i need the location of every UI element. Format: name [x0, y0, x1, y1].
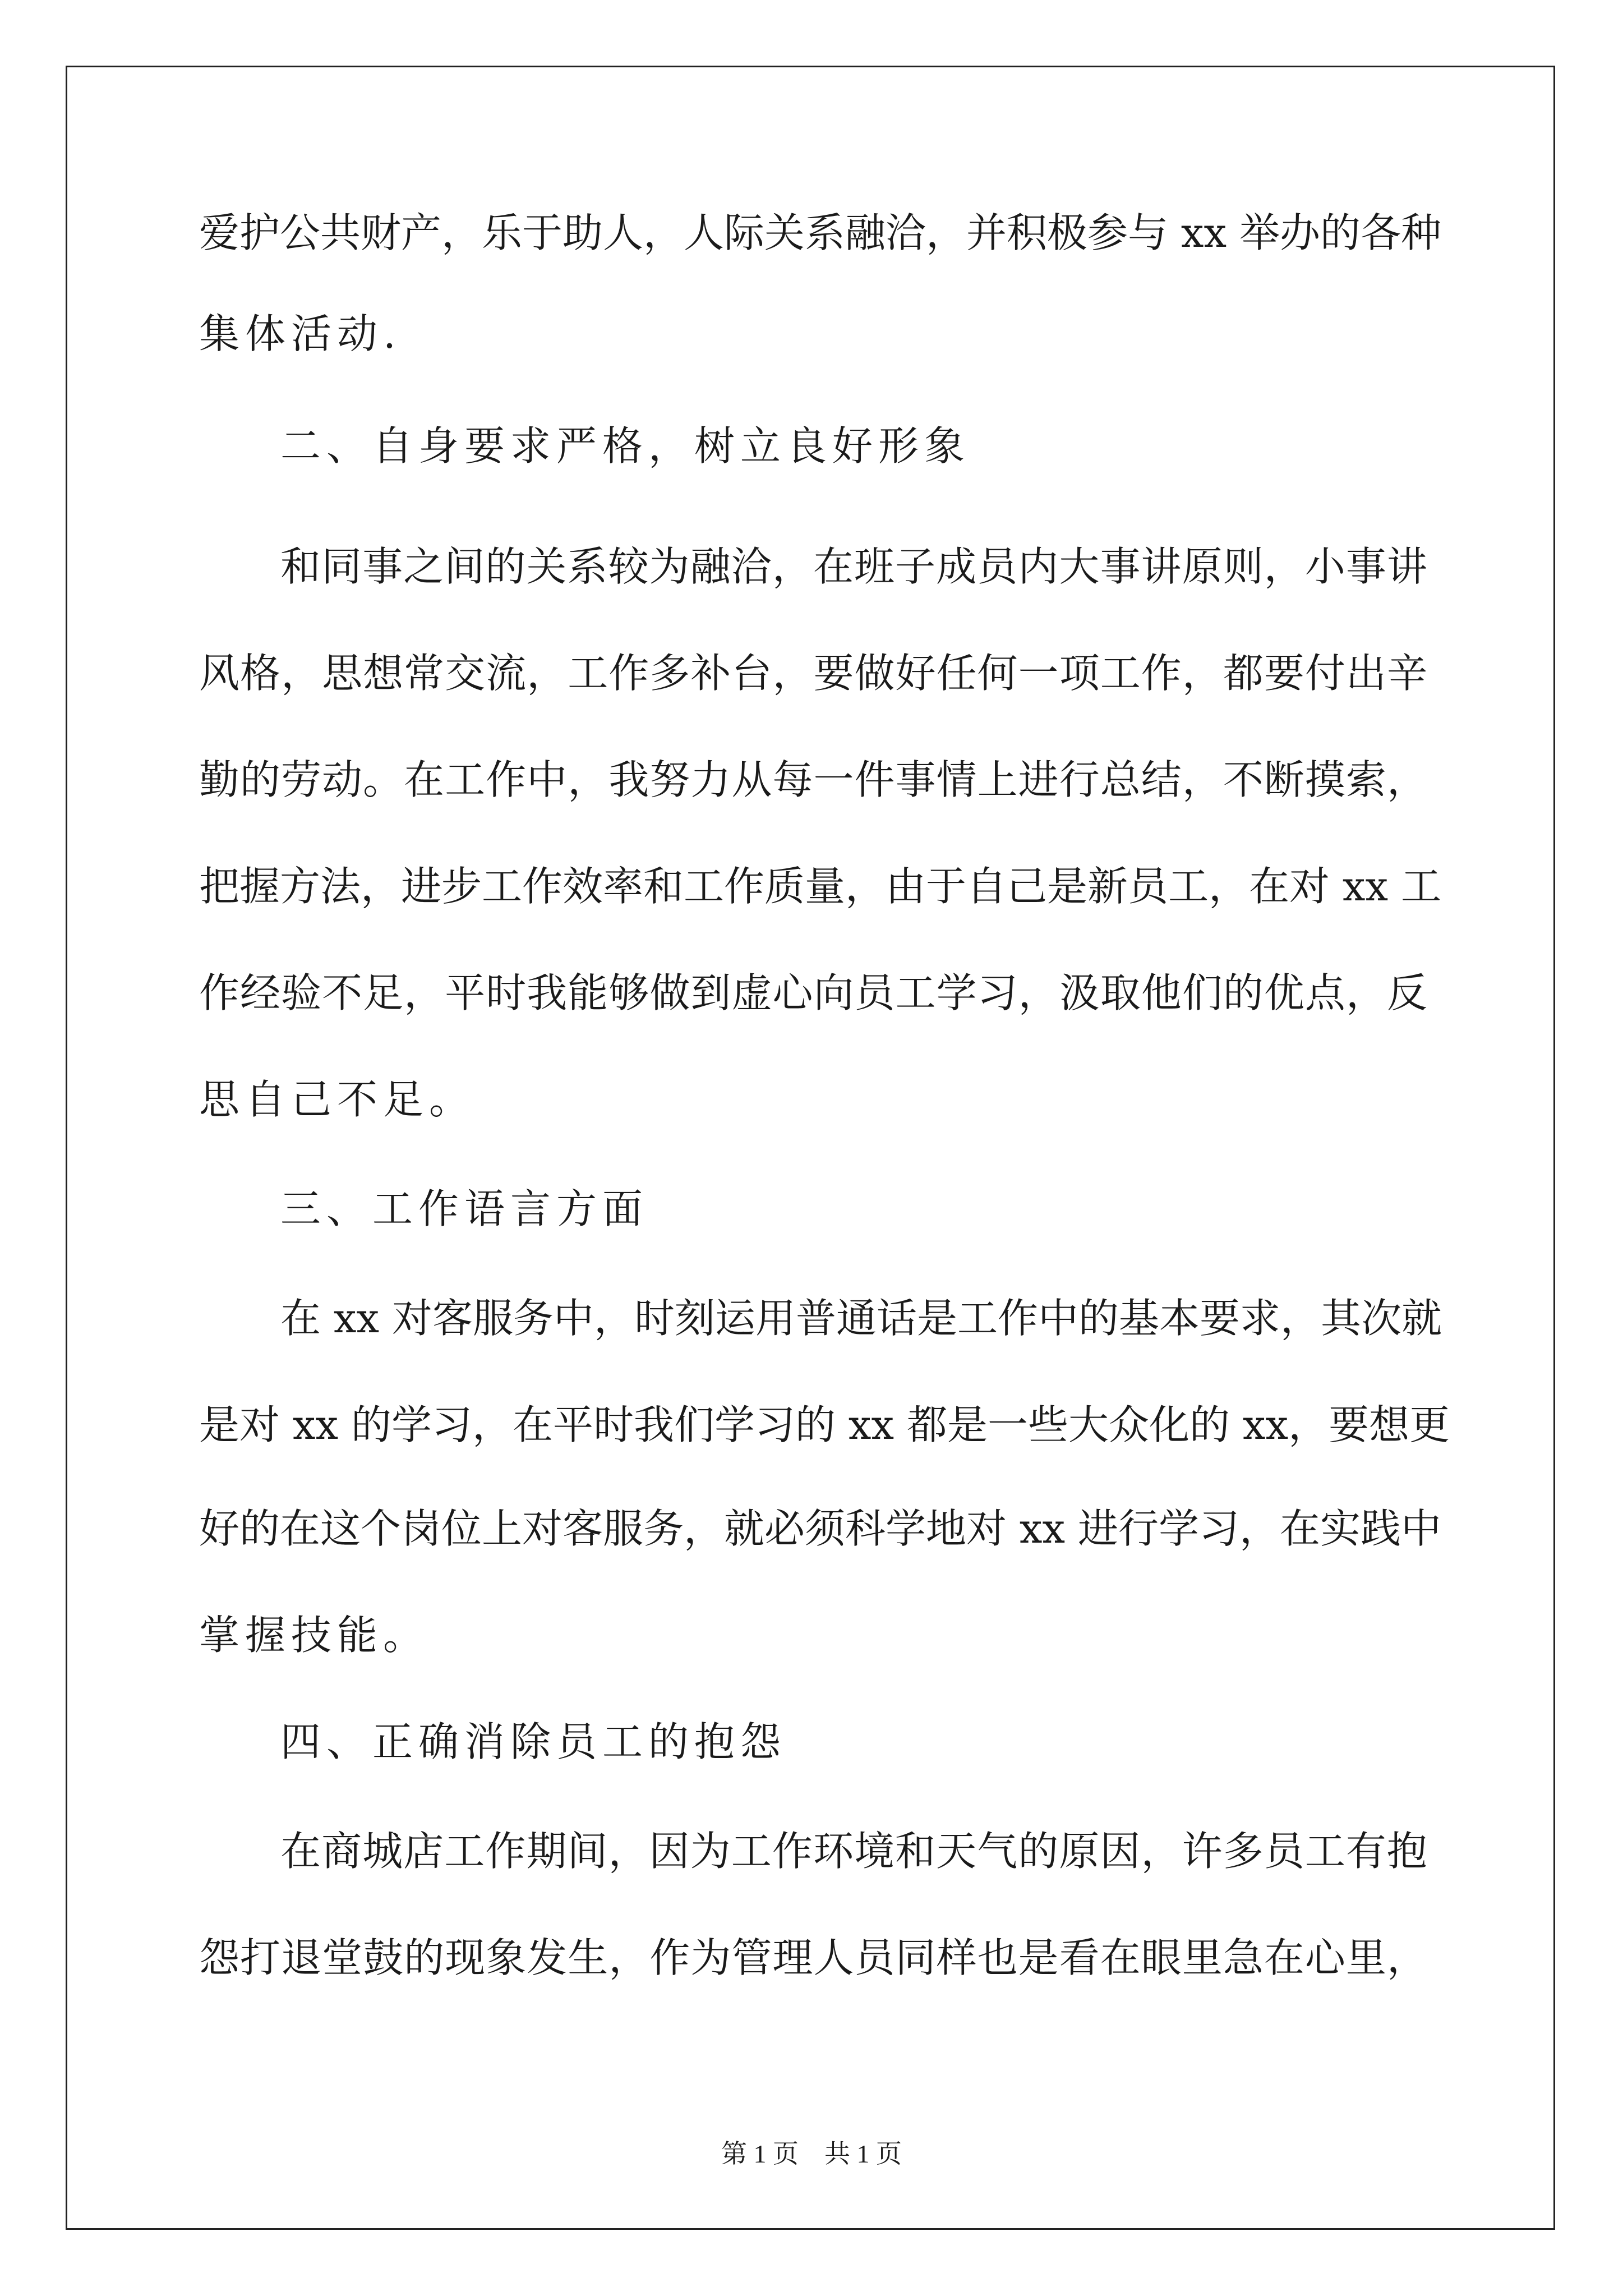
body-text-line: 思自己不足。: [199, 1076, 476, 1123]
body-text-line: 和同事之间的关系较为融洽，在班子成员内大事讲原则，小事讲: [280, 543, 1427, 590]
body-text-line: 在商城店工作期间，因为工作环境和天气的原因，许多员工有抱: [280, 1828, 1427, 1875]
body-text-line: 风格，思想常交流，工作多补台，要做好任何一项工作，都要付出辛: [199, 650, 1427, 697]
page-number-footer: 第 1 页 共 1 页: [721, 2139, 902, 2168]
body-text-line: 是对 xx 的学习，在平时我们学习的 xx 都是一些大众化的 xx，要想更: [199, 1401, 1450, 1448]
body-text-line: 把握方法，进步工作效率和工作质量，由于自己是新员工，在对 xx 工: [199, 863, 1441, 910]
page-border: [66, 66, 1555, 2230]
body-text-line: 在 xx 对客服务中，时刻运用普通话是工作中的基本要求，其次就: [280, 1295, 1442, 1342]
body-text-line: 勤的劳动。在工作中，我努力从每一件事情上进行总结，不断摸索，: [199, 756, 1427, 803]
section-heading: 二、自身要求严格，树立良好形象: [280, 422, 971, 470]
body-text-line: 作经验不足，平时我能够做到虚心向员工学习，汲取他们的优点，反: [199, 969, 1427, 1016]
body-text-line: 怨打退堂鼓的现象发生，作为管理人员同样也是看在眼里急在心里，: [199, 1934, 1427, 1981]
body-text-line: 好的在这个岗位上对客服务，就必须科学地对 xx 进行学习，在实践中: [199, 1505, 1441, 1552]
section-heading: 三、工作语言方面: [280, 1185, 649, 1232]
section-heading: 四、正确消除员工的抱怨: [280, 1718, 787, 1765]
body-text-line: 掌握技能。: [199, 1612, 430, 1659]
body-text-line: 爱护公共财产，乐于助人，人际关系融洽，并积极参与 xx 举办的各种: [199, 209, 1441, 256]
body-text-line: 集体活动.: [199, 310, 402, 357]
